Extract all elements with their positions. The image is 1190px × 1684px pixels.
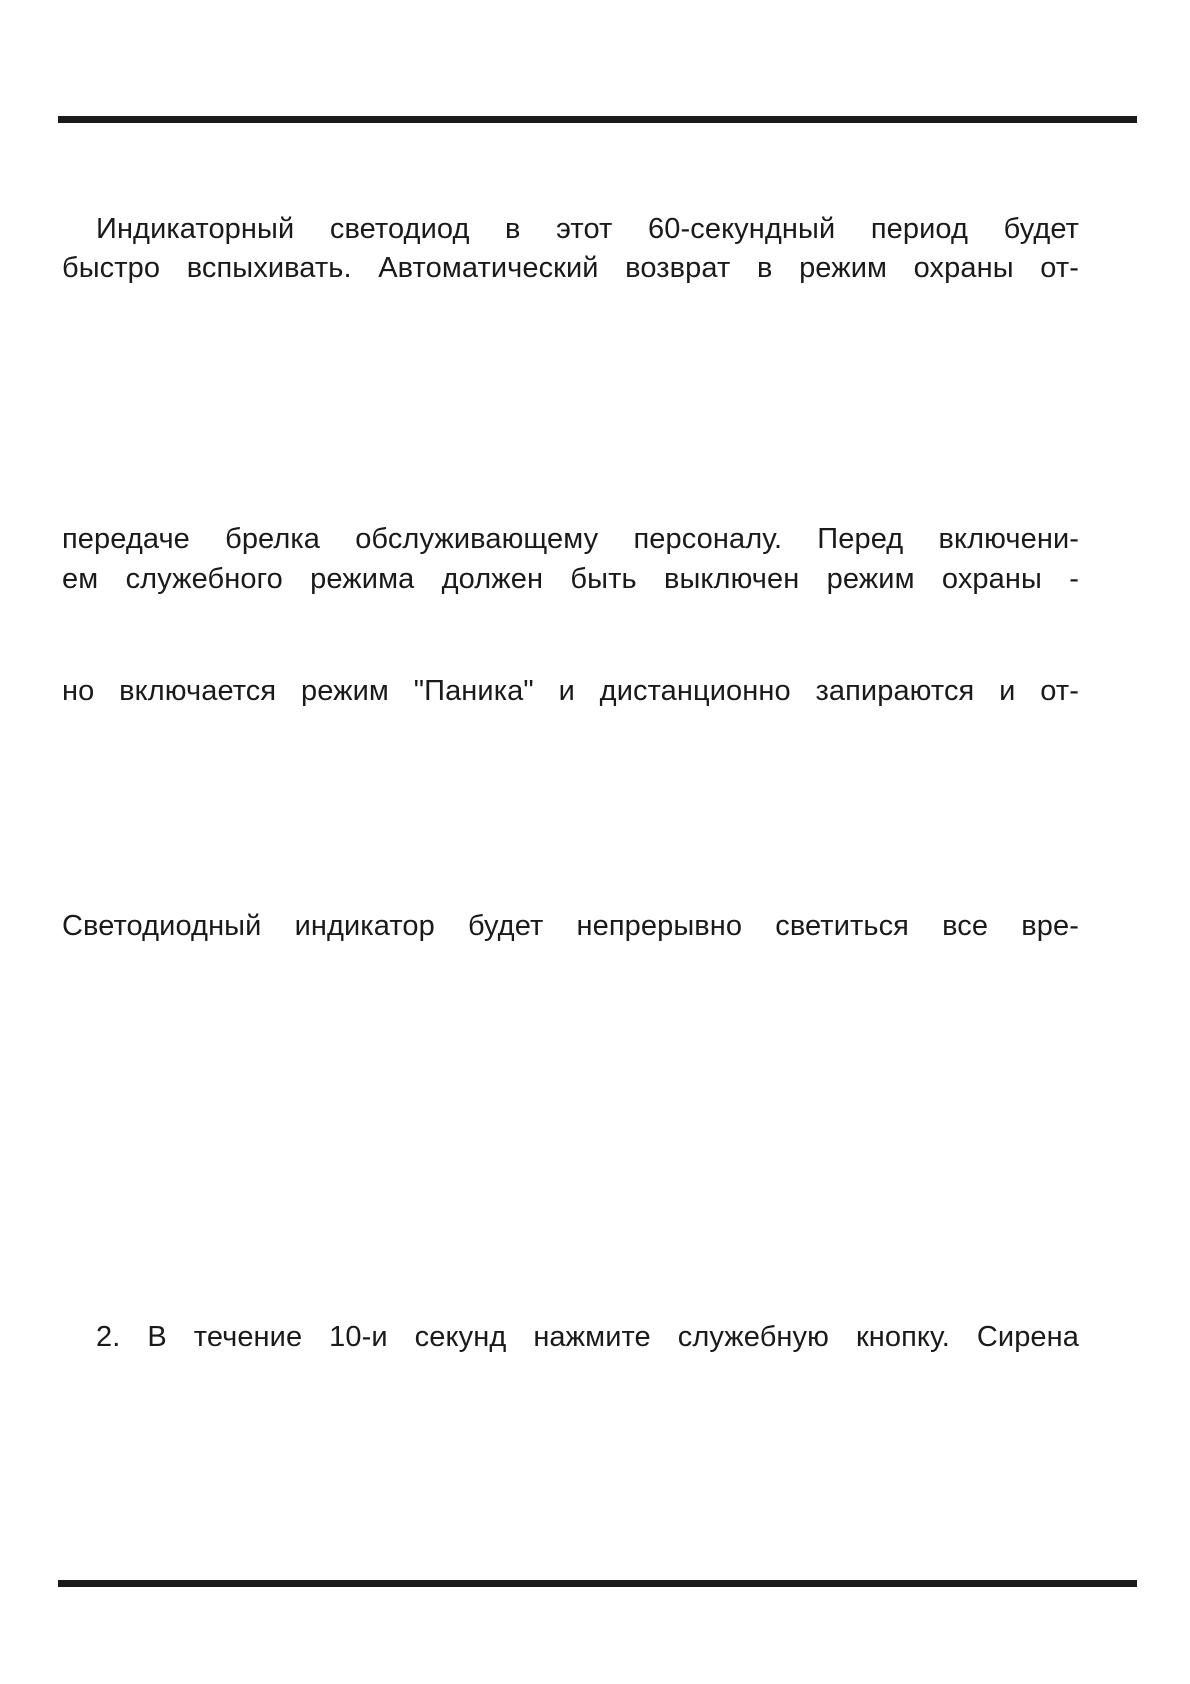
text-line-5: но включается режим "Паника" и дистанционно запираются и от- xyxy=(62,675,1079,707)
bottom-divider xyxy=(58,1580,1137,1587)
text-line-1: Индикаторный светодиод в этот 60-секундный период будет xyxy=(96,213,1079,245)
text-line-7: 2. В течение 10-и секунд нажмите служебную кнопку. Сирена xyxy=(96,1321,1079,1353)
text-line-2: быстро вспыхивать. Автоматический возврат в режим охраны от- xyxy=(62,252,1079,284)
text-line-6: Светодиодный индикатор будет непрерывно светиться все вре- xyxy=(62,910,1079,942)
text-line-3: передаче брелка обслуживающему персоналу. Перед включени- xyxy=(62,523,1079,555)
text-line-4: ем служебного режима должен быть выключен режим охраны - xyxy=(62,563,1079,595)
top-divider xyxy=(58,116,1137,123)
